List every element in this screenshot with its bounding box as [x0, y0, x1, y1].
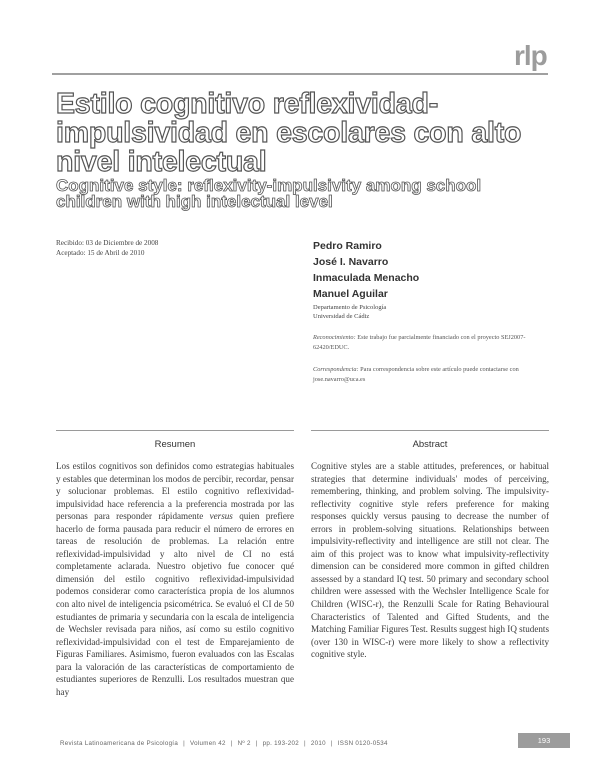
- author-name: Pedro Ramiro: [313, 240, 382, 252]
- submission-dates: [56, 238, 158, 258]
- acknowledgment-text: Este trabajo fue parcialmente financiado con el proyecto SEJ2007-62420/EDUC.: [313, 334, 526, 351]
- resumen-text-part-2: quien prefiere hacerlo de forma pausada para reducir el número de errores en tareas de resolución de problemas. La relación entre reflexividad-impulsividad y alto nivel de CI no está completamente aclarada. Nuestro objetivo fue conocer qué dimensión del estilo cognitivo reflexividad-impulsividad podemos considerar como característica propia de los alumnos con alto nivel de inteligencia psicométrica. Se evaluó el CI de 50 estudiantes de primaria y secundaria con la escala de inteligencia de Wechsler revisada para niños, así como su estilo cognitivo reflexividad-impulsividad con el test de Emparejamiento de Figuras Familiares. Asimismo, fueron evaluados con las Escalas para la valoración de las características de comportamiento de estudiantes superiores de Renzulli. Los resultados muestran que hay: [56, 511, 294, 697]
- received-date: Recibido: 03 de Diciembre de 2008: [56, 239, 159, 247]
- footer-year: 2010: [310, 740, 326, 747]
- affiliation-university: Universidad de Cádiz: [313, 313, 370, 320]
- correspondence-text: Para correspondencia sobre este artículo puede contactarse con jose.navarro@uca.es: [313, 366, 519, 383]
- footer-number: Nº 2: [237, 740, 251, 747]
- title-english: Cognitive style: reflexivity-impulsivity among school children with high intelectual level: [56, 176, 482, 211]
- acknowledgment-note: [313, 333, 549, 353]
- footer-separator: |: [303, 740, 306, 747]
- author-name: Manuel Aguilar: [313, 288, 388, 300]
- resumen-italic-word: versus: [209, 511, 233, 522]
- author-name: Inmaculada Menacho: [313, 272, 420, 284]
- footer-pages: pp. 193-202: [262, 740, 299, 747]
- page-number: 193: [518, 733, 570, 748]
- author-block: [313, 238, 549, 385]
- journal-logo: rlp: [514, 40, 547, 71]
- page-footer: [60, 740, 388, 747]
- author-name: José I. Navarro: [313, 256, 389, 268]
- footer-volume: Volumen 42: [190, 740, 226, 747]
- resumen-text-part-1: Los estilos cognitivos son definidos como estrategias habituales y estables que determinan los modos de percibir, recordar, pensar y solucionar problemas. El estilo cognitivo reflexividad-impulsividad hace referencia a la preferencia mostrada por las personas para responder rápidamente: [56, 461, 294, 522]
- footer-issn: ISSN 0120-0534: [337, 740, 388, 747]
- affiliation: [313, 303, 549, 321]
- footer-separator: |: [330, 740, 333, 747]
- abstract-text: Cognitive styles are a stable attitudes, preferences, or habitual strategies that determine individuals' modes of perceiving, remembering, thinking, and problem solving. The impulsivity-reflectivity cognitive style refers preference for making responses quickly versus pausing to decrease the number of errors in problem-solving situations. Relationships between impulsivity-reflectivity and intelligence are still not clear. The aim of this project was to know what impulsivity-reflectivity dimension can be considered more common in gifted children assessed by a standard IQ test. 50 primary and secondary school children were assessed with the Wechsler Intelligence Scale for Children (WISC-r), the Renzulli Scale for Rating Behavioural Characteristics of Talented and Gifted Students, and the Matching Familiar Figures Test. Results suggest high IQ students (over 130 in WISC-r) were more likely to show a reflectivity cognitive style.: [311, 461, 549, 660]
- correspondence-note: [313, 365, 549, 385]
- accepted-date: Aceptado: 15 de Abril de 2010: [56, 249, 145, 257]
- footer-separator: |: [255, 740, 258, 747]
- affiliation-department: Departamento de Psicología: [313, 304, 387, 311]
- footer-journal: Revista Latinoamericana de Psicología: [60, 740, 179, 747]
- resumen-text: [56, 460, 294, 698]
- header-rule: [52, 73, 548, 75]
- footer-separator: |: [230, 740, 233, 747]
- correspondence-label: Correspondencia:: [313, 366, 359, 373]
- footer-separator: |: [183, 740, 185, 747]
- title-spanish: Estilo cognitivo reflexividad-impulsividad en escolares con alto nivel intelectual: [56, 88, 522, 178]
- resumen-heading: Resumen: [56, 430, 294, 450]
- acknowledgment-label: Reconocimiento:: [313, 334, 356, 341]
- abstract-heading: Abstract: [311, 430, 549, 450]
